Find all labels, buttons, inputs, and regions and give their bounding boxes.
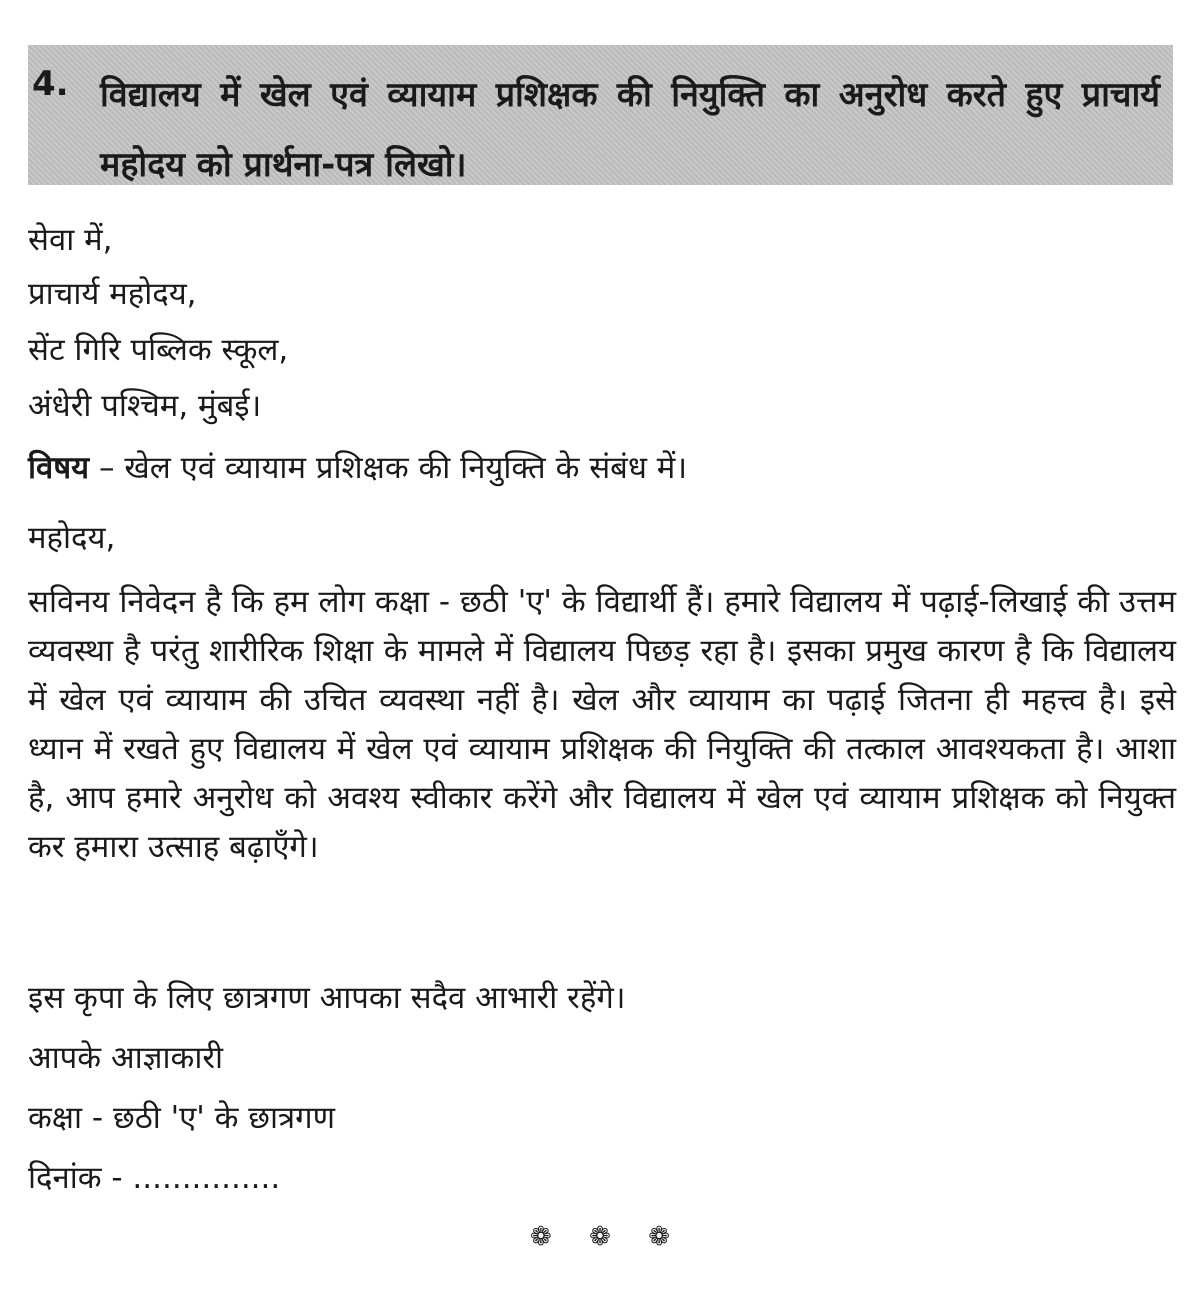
salutation: महोदय, <box>28 520 116 556</box>
signoff-line-2: कक्षा - छठी 'ए' के छात्रगण <box>28 1100 336 1136</box>
address-line-1: सेवा में, <box>28 222 113 258</box>
address-line-2: प्राचार्य महोदय, <box>28 276 197 312</box>
flower-ornament-icon: ❁ <box>648 1222 670 1252</box>
subject-line <box>28 446 687 490</box>
question-text: विद्यालय में खेल एवं व्यायाम प्रशिक्षक की नियुक्ति का अनुरोध करते हुए प्राचार्य महोदय को प्रार्थना-पत्र लिखो। <box>100 75 1160 185</box>
question-number: 4. <box>32 64 69 104</box>
ornament-divider <box>530 1222 670 1252</box>
subject-label: विषय <box>28 450 90 486</box>
address-line-3: सेंट गिरि पब्लिक स्कूल, <box>28 332 289 368</box>
address-line-4: अंधेरी पश्चिम, मुंबई। <box>28 388 262 424</box>
signoff-line-1: आपके आज्ञाकारी <box>28 1040 224 1076</box>
letter-body: सविनय निवेदन है कि हम लोग कक्षा - छठी 'ए' के विद्यार्थी हैं। हमारे विद्यालय में पढ़ाई-लिखाई की उत्तम व्यवस्था है परंतु शारीरिक शिक्षा के मामले में विद्यालय पिछड़ रहा है। इसका प्रमुख कारण है कि विद्यालय में खेल एवं व्यायाम की उचित व्यवस्था नहीं है। खेल और व्यायाम का पढ़ाई जितना ही महत्त्व है। इसे ध्यान में रखते हुए विद्यालय में खेल एवं व्यायाम प्रशिक्षक की नियुक्ति की तत्काल आवश्यकता है। आशा है, आप हमारे अनुरोध को अवश्य स्वीकार करेंगे और विद्यालय में खेल एवं व्यायाम प्रशिक्षक को नियुक्त कर हमारा उत्साह बढ़ाएँगे। <box>28 584 1176 865</box>
flower-ornament-icon: ❁ <box>589 1222 611 1252</box>
closing-line: इस कृपा के लिए छात्रगण आपका सदैव आभारी रहेंगे। <box>28 980 626 1016</box>
date-line: दिनांक - ............... <box>28 1160 281 1196</box>
subject-text: – खेल एवं व्यायाम प्रशिक्षक की नियुक्ति के संबंध में। <box>89 450 688 486</box>
flower-ornament-icon: ❁ <box>530 1222 552 1252</box>
